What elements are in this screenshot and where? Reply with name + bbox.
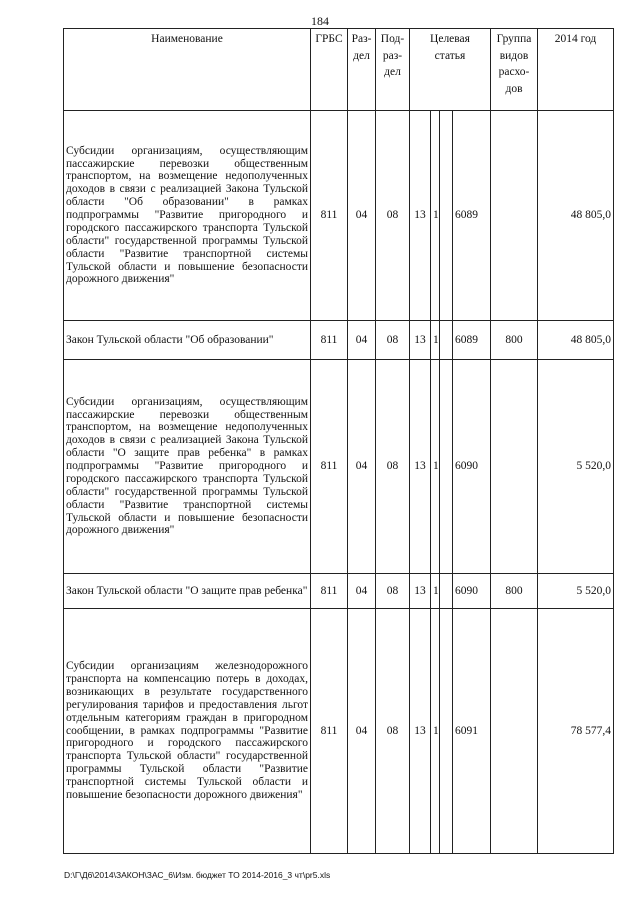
row-grbs: 811 <box>311 111 348 321</box>
row-group: 800 <box>491 574 538 609</box>
row-razdel: 04 <box>348 360 376 574</box>
table-row <box>64 609 614 854</box>
row-target-subprogram: 1 <box>431 574 440 609</box>
row-podrazdel: 08 <box>376 609 410 854</box>
row-target-program: 13 <box>410 360 431 574</box>
row-name: Закон Тульской области "О защите прав ребенка" <box>64 574 311 609</box>
row-target-code: 6090 <box>453 360 491 574</box>
row-group <box>491 360 538 574</box>
row-target-blank <box>440 574 453 609</box>
row-name: Субсидии организациям, осуществляющим пассажирские перевозки общественным транспортом, на возмещение недополученных доходов в связи с реализацией Закона Тульской области "О защите прав ребенка" в рамках подпрограммы "Развитие пригородного и городского пассажирского транспорта Тульской области" государственной программы Тульской области "Развитие транспортной системы Тульской области и повышение безопасности дорожного движения" <box>64 360 311 574</box>
header-podrazdel: Под- раз- дел <box>376 29 410 111</box>
row-target-subprogram: 1 <box>431 111 440 321</box>
header-grbs: ГРБС <box>311 29 348 111</box>
row-razdel: 04 <box>348 574 376 609</box>
table-row <box>64 321 614 360</box>
table-row <box>64 111 614 321</box>
row-target-subprogram: 1 <box>431 609 440 854</box>
row-amount: 5 520,0 <box>538 574 614 609</box>
row-name: Субсидии организациям, осуществляющим пассажирские перевозки общественным транспортом, на возмещение недополученных доходов в связи с реализацией Закона Тульской области "Об образовании" в рамках подпрограммы "Развитие пригородного и городского пассажирского транспорта Тульской области" государственной программы Тульской области "Развитие транспортной системы Тульской области и повышение безопасности дорожного движения" <box>64 111 311 321</box>
row-target-code: 6090 <box>453 574 491 609</box>
row-amount: 48 805,0 <box>538 111 614 321</box>
header-name: Наименование <box>64 29 311 111</box>
row-target-blank <box>440 321 453 360</box>
row-target-program: 13 <box>410 111 431 321</box>
row-group <box>491 609 538 854</box>
row-amount: 5 520,0 <box>538 360 614 574</box>
row-name: Закон Тульской области "Об образовании" <box>64 321 311 360</box>
budget-table <box>63 28 614 854</box>
row-razdel: 04 <box>348 111 376 321</box>
page-number: 184 <box>311 14 329 28</box>
header-row <box>64 29 614 111</box>
row-target-subprogram: 1 <box>431 321 440 360</box>
header-razdel: Раз- дел <box>348 29 376 111</box>
row-razdel: 04 <box>348 609 376 854</box>
row-name: Субсидии организациям железнодорожного транспорта на компенсацию потерь в доходах, возникающих в результате государственного регулирования тарифов и предоставления льгот отдельным категориям граждан в пригородном сообщении, в рамках подпрограммы "Развитие пригородного и городского пассажирского транспорта Тульской области" государственной программы Тульской области "Развитие транспортной системы Тульской области и повышение безопасности дорожного движения" <box>64 609 311 854</box>
row-grbs: 811 <box>311 574 348 609</box>
row-grbs: 811 <box>311 360 348 574</box>
row-grbs: 811 <box>311 321 348 360</box>
row-podrazdel: 08 <box>376 574 410 609</box>
row-podrazdel: 08 <box>376 111 410 321</box>
table-row <box>64 574 614 609</box>
row-podrazdel: 08 <box>376 360 410 574</box>
header-year: 2014 год <box>538 29 614 111</box>
row-grbs: 811 <box>311 609 348 854</box>
row-target-program: 13 <box>410 321 431 360</box>
header-target: Целевая статья <box>410 29 491 111</box>
file-path-footer: D:\Г\Д6\2014\ЗАКОН\ЗАС_6\Изм. бюджет ТО 2014-2016_3 чт\pr5.xls <box>64 870 331 880</box>
row-target-code: 6091 <box>453 609 491 854</box>
row-group <box>491 111 538 321</box>
header-group: Группа видов расхо- дов <box>491 29 538 111</box>
row-group: 800 <box>491 321 538 360</box>
row-target-code: 6089 <box>453 111 491 321</box>
table-row <box>64 360 614 574</box>
row-amount: 48 805,0 <box>538 321 614 360</box>
row-target-blank <box>440 111 453 321</box>
row-target-code: 6089 <box>453 321 491 360</box>
row-target-program: 13 <box>410 609 431 854</box>
row-target-subprogram: 1 <box>431 360 440 574</box>
row-razdel: 04 <box>348 321 376 360</box>
row-amount: 78 577,4 <box>538 609 614 854</box>
row-target-blank <box>440 609 453 854</box>
row-target-program: 13 <box>410 574 431 609</box>
row-podrazdel: 08 <box>376 321 410 360</box>
row-target-blank <box>440 360 453 574</box>
